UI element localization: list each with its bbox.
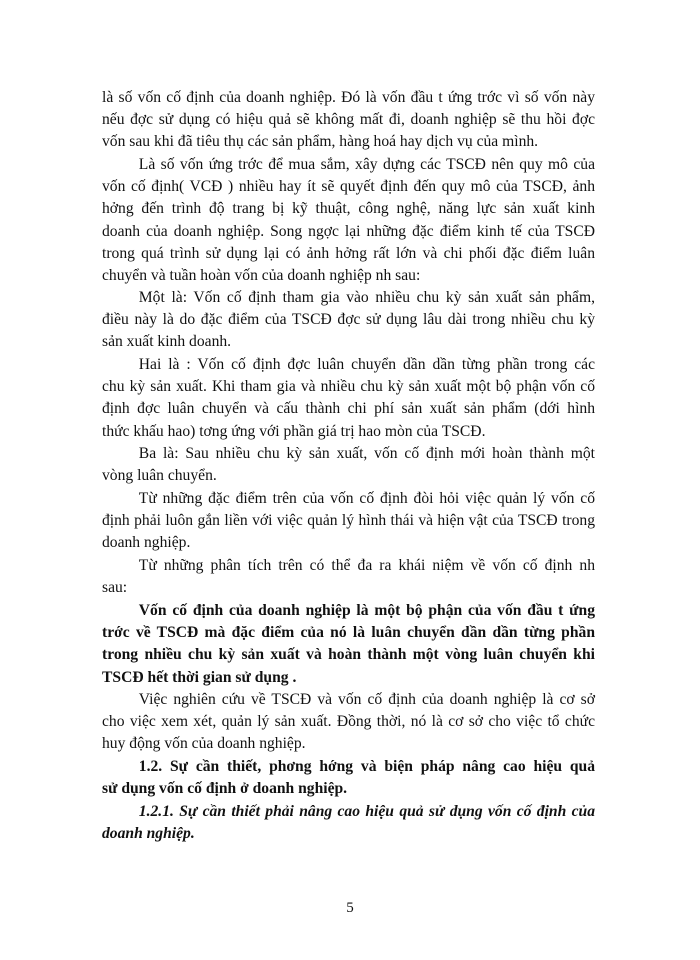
text-line: Là số vốn ứng trớc để mua sắm, xây dựng các TSCĐ nên quy mô của [138,156,595,173]
text-line: trong nhiều chu kỳ sản xuất và hoàn thành một vòng luân chuyển khi [102,646,595,664]
paragraph-capital-advance [102,154,595,287]
text-line: 1.2. Sự cần thiết, phơng hớng và biện pháp nâng cao hiệu quả [138,758,595,775]
paragraph-point-two [102,354,595,443]
paragraph-point-three [102,443,595,487]
text-line: cho việc xem xét, quản lý sản xuất. Đồng thời, nó là cơ sở cho việc tổ chức [102,713,595,731]
text-line: Hai là : Vốn cố định đợc luân chuyển dần dần từng phần trong các [138,356,595,373]
text-line: sử dụng vốn cố định ở doanh nghiệp. [102,780,348,798]
text-line: Từ những đặc điểm trên của vốn cố định đòi hỏi việc quản lý vốn cố [138,490,595,507]
text-line: Ba là: Sau nhiều chu kỳ sản xuất, vốn cố định mới hoàn thành một [138,445,595,462]
text-line: doanh nghiệp. [102,534,191,552]
text-line: sau: [102,579,128,597]
page-number: 5 [346,900,354,916]
text-line: vòng luân chuyển. [102,467,217,485]
text-line: Việc nghiên cứu về TSCĐ và vốn cố định của doanh nghiệp là cơ sở [138,691,595,708]
text-line: sản xuất kinh doanh. [102,333,232,351]
text-line: hởng đến trình độ trang bị kỹ thuật, công nghệ, năng lực sản xuất kinh [102,200,595,218]
text-line: huy động vốn của doanh nghiệp. [102,735,306,753]
paragraph-research [102,689,595,756]
text-line: là số vốn cố định của doanh nghiệp. Đó là vốn đầu t ứng trớc vì số vốn này [102,89,595,106]
text-line: chu kỳ sản xuất. Khi tham gia và nhiều chu kỳ sản xuất một bộ phận vốn cố [102,378,595,396]
text-line: Vốn cố định của doanh nghiệp là một bộ phận của vốn đầu t ứng [138,602,595,619]
text-line: trớc về TSCĐ mà đặc điểm của nó là luân chuyển dần dần từng phần [102,624,595,642]
text-line: Một là: Vốn cố định tham gia vào nhiều chu kỳ sản xuất sản phẩm, [138,289,595,306]
definition-paragraph [102,600,595,689]
text-line: doanh nghiệp. [102,825,195,843]
paragraph-lead-in [102,555,595,599]
text-line: nếu đợc sử dụng có hiệu quả sẽ không mất đi, doanh nghiệp sẽ thu hồi đợc [102,111,595,129]
section-heading-1-2 [102,756,595,800]
section-heading-1-2-1 [102,801,595,845]
text-line: 1.2.1. Sự cần thiết phải nâng cao hiệu quả sử dụng vốn cố định của [138,803,595,820]
text-line: trong quá trình sử dụng lại có ảnh hởng rất lớn và chi phối đặc điểm luân [102,244,595,262]
text-line: vốn cố định( VCĐ ) nhiều hay ít sẽ quyết định đến quy mô của TSCĐ, ảnh [102,178,595,196]
text-line: thức khấu hao) tơng ứng với phần giá trị hao mòn của TSCĐ. [102,422,486,440]
text-line: doanh của doanh nghiệp. Song ngợc lại những đặc điểm kinh tế của TSCĐ [102,222,595,240]
paragraph-point-one [102,287,595,354]
paragraph-continuation [102,87,595,154]
text-line: định đợc luân chuyển và cấu thành chi phí sản xuất sản phẩm (dới hình [102,400,595,418]
text-line: vốn sau khi đã tiêu thụ các sản phẩm, hàng hoá hay dịch vụ của mình. [102,133,539,151]
text-line: chuyển và tuần hoàn vốn của doanh nghiệp nh sau: [102,267,421,285]
text-line: định phải luôn gắn liền với việc quản lý hình thái và hiện vật của TSCĐ trong [102,512,595,530]
text-line: điều này là do đặc điểm của TSCĐ đợc sử dụng lâu dài trong nhiều chu kỳ [102,311,595,329]
text-line: TSCĐ hết thời gian sử dụng . [102,668,297,686]
paragraph-management [102,488,595,555]
text-line: Từ những phân tích trên có thể đa ra khái niệm về vốn cố định nh [138,557,595,574]
